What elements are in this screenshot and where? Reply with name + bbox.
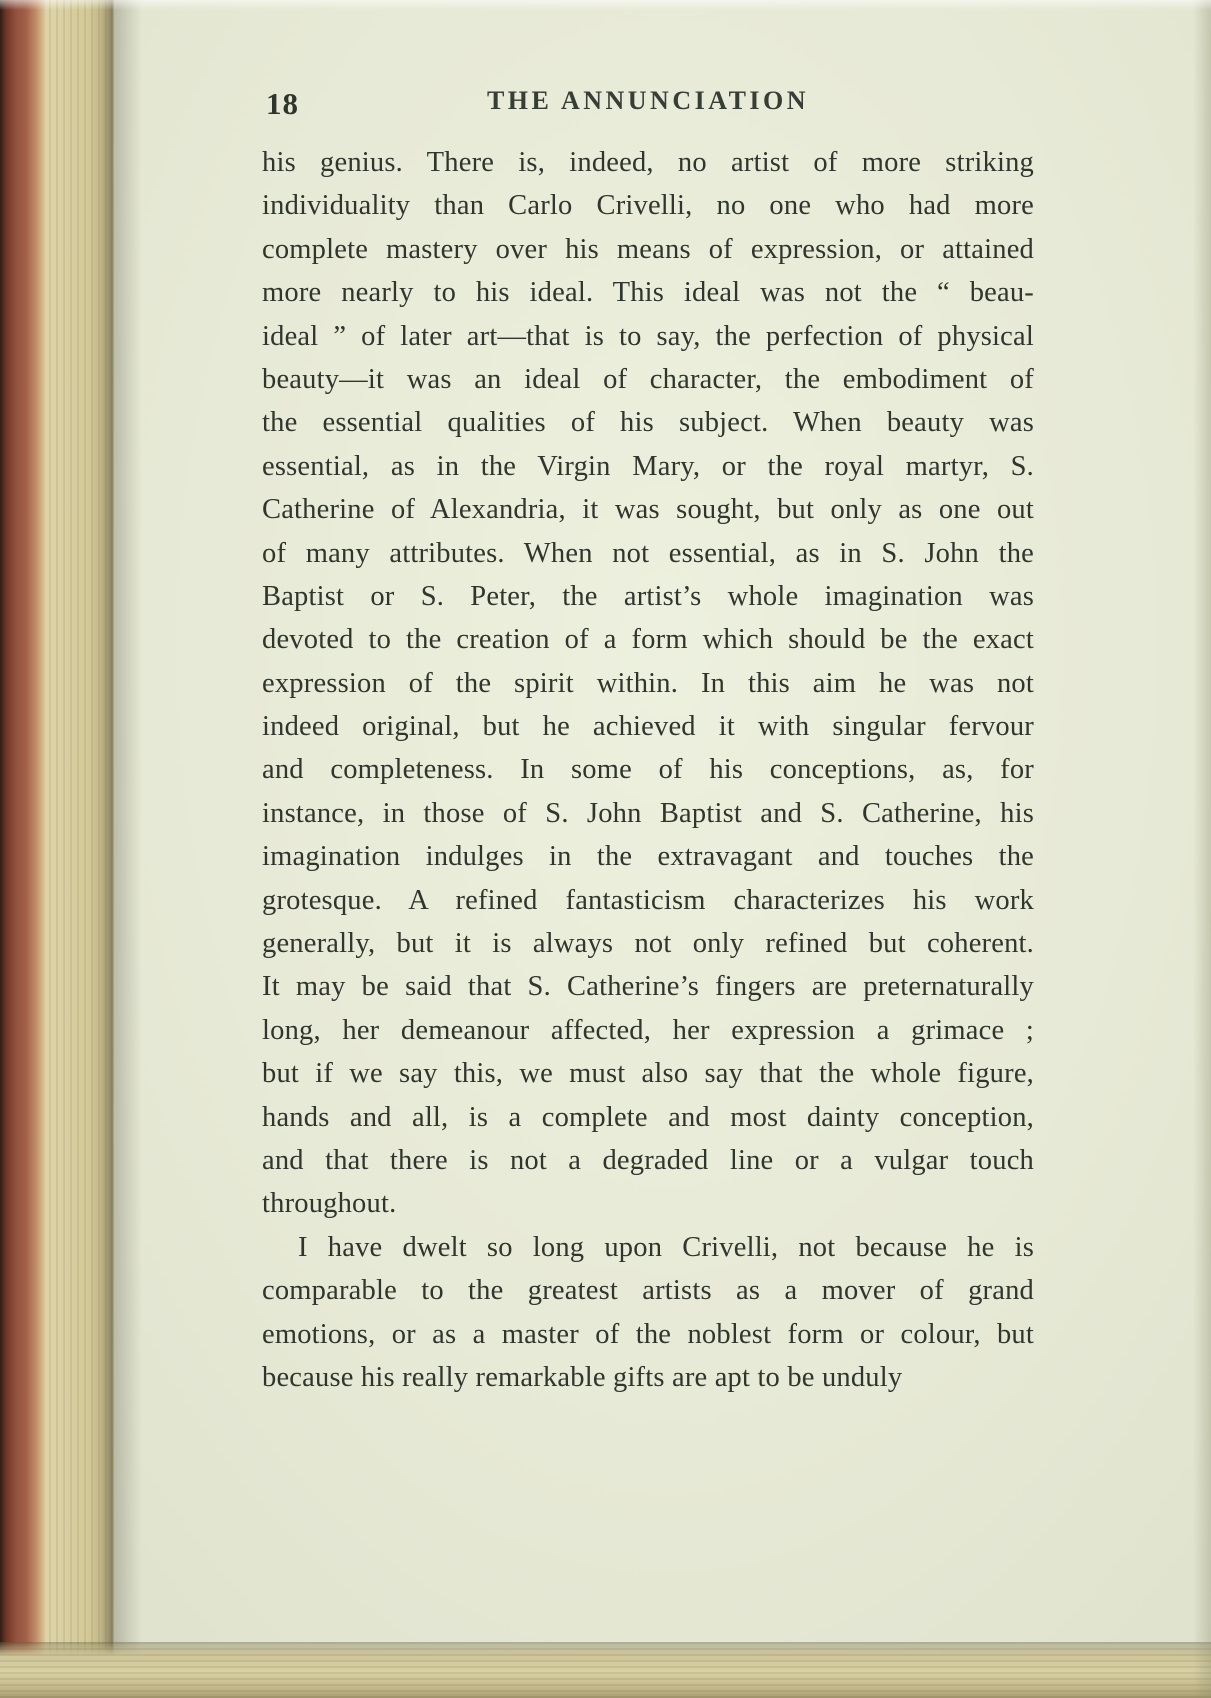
text-line: his genius. There is, indeed, no artist of more striking	[262, 147, 1034, 178]
text-line: indeed original, but he achieved it with singular fervour	[262, 711, 1034, 743]
text-line: of many attributes. When not essential, as in S. John the	[262, 537, 1034, 569]
paragraph	[262, 141, 1034, 1226]
text-line: hands and all, is a complete and most dainty conception,	[262, 1101, 1034, 1133]
text-line: and completeness. In some of his conceptions, as, for	[262, 754, 1034, 786]
text-line: Baptist or S. Peter, the artist’s whole imagination was	[262, 580, 1034, 612]
text-line: imagination indulges in the extravagant and touches the	[262, 841, 1034, 873]
page-top-edge	[0, 0, 1211, 10]
page-right-edge	[1193, 0, 1211, 1698]
page-number: 18	[266, 86, 299, 121]
text-line: generally, but it is always not only refined but coherent.	[262, 928, 1034, 960]
text-line: the essential qualities of his subject. When beauty was	[262, 407, 1034, 439]
text-line: ideal ” of later art—that is to say, the perfection of physical	[262, 320, 1034, 352]
text-line: emotions, or as a master of the noblest form or colour, but	[262, 1318, 1034, 1350]
text-line: essential, as in the Virgin Mary, or the royal martyr, S.	[262, 450, 1034, 482]
text-line: devoted to the creation of a form which should be the exact	[262, 624, 1034, 656]
text-line: individuality than Carlo Crivelli, no one who had more	[262, 190, 1034, 222]
text-line: but if we say this, we must also say that the whole figure,	[262, 1058, 1034, 1090]
page-stack-edge-bottom	[0, 1642, 1211, 1698]
text-line: because his really remarkable gifts are apt to be unduly	[262, 1361, 903, 1393]
page-stack-edge-left	[42, 0, 114, 1698]
page-header	[262, 86, 1034, 128]
running-title: THE ANNUNCIATION	[486, 86, 810, 115]
text-line: comparable to the greatest artists as a mover of grand	[262, 1275, 1034, 1307]
text-block	[262, 141, 1034, 1399]
paragraph	[262, 1226, 1034, 1400]
text-line: complete mastery over his means of expression, or attained	[262, 233, 1034, 265]
text-line: Catherine of Alexandria, it was sought, but only as one out	[262, 494, 1034, 526]
text-line: throughout.	[262, 1188, 397, 1220]
text-line: and that there is not a degraded line or a vulgar touch	[262, 1144, 1034, 1176]
text-line: more nearly to his ideal. This ideal was not the “ beau-	[262, 277, 1034, 309]
text-line: It may be said that S. Catherine’s fingers are preternaturally	[262, 971, 1034, 1003]
book-cover-edge	[0, 0, 46, 1698]
text-line: long, her demeanour affected, her expression a grimace ;	[262, 1014, 1034, 1046]
text-line: expression of the spirit within. In this aim he was not	[262, 667, 1034, 699]
text-line: I have dwelt so long upon Crivelli, not because he is	[298, 1231, 1034, 1263]
text-line: beauty—it was an ideal of character, the embodiment of	[262, 363, 1034, 395]
text-line: instance, in those of S. John Baptist and S. Catherine, his	[262, 797, 1034, 829]
text-line: grotesque. A refined fantasticism characterizes his work	[262, 884, 1034, 916]
